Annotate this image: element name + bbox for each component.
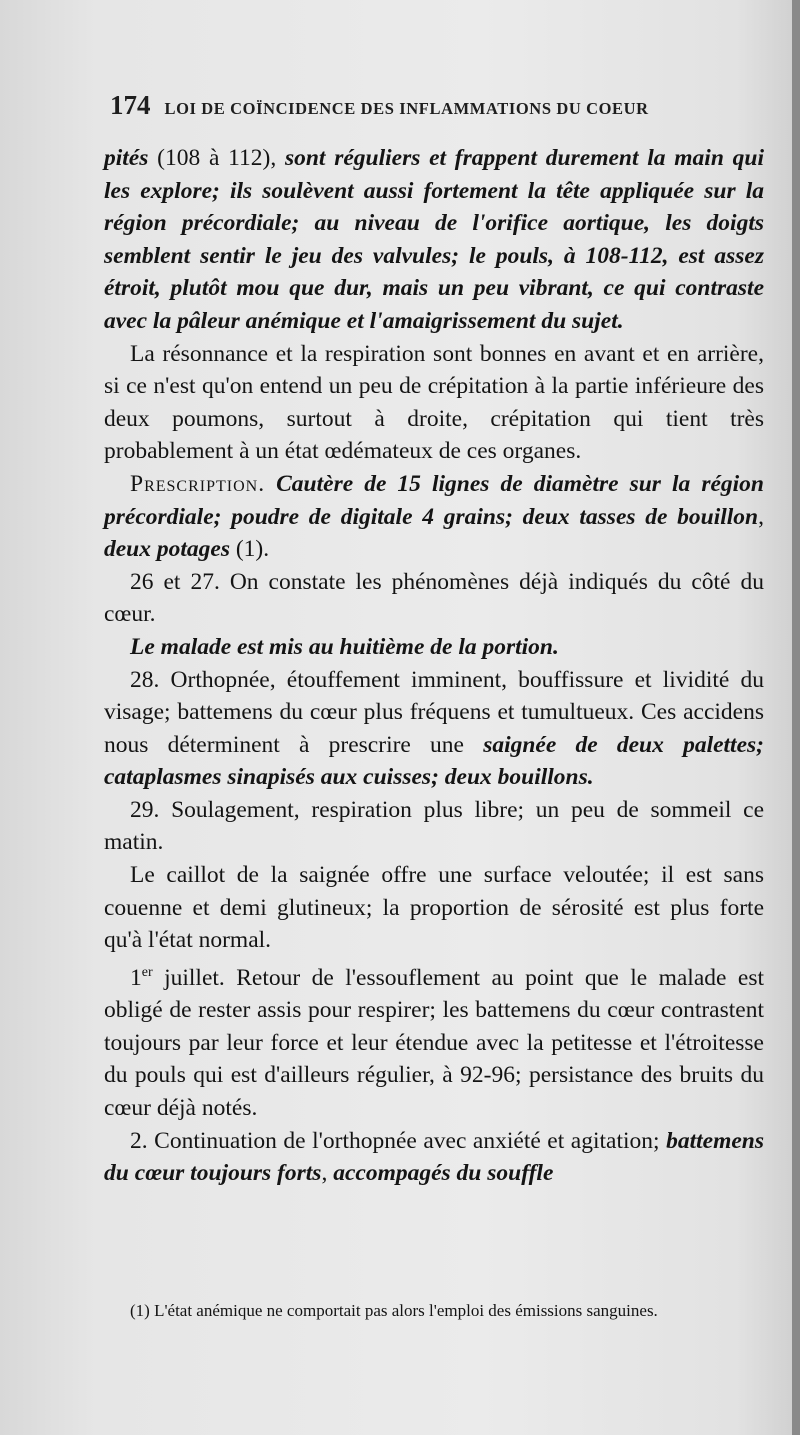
paragraph: La résonnance et la respiration sont bonnes en avant et en arrière, si ce n'est qu'on entend un peu de crépitation à la partie inférieure des deux poumons, surtout à droite, crépitation qui tient très probablement à un état œdémateux de ces organes.: [104, 340, 764, 465]
text-plain: (108 à 112),: [148, 145, 285, 171]
prescription-label: Prescription.: [130, 470, 266, 497]
text-italic: Cautère de 15 lignes de diamètre sur la région précordiale; poudre de digitale 4 grains; deux tasses de bouillon: [104, 470, 764, 530]
superscript: er: [141, 964, 153, 980]
text-italic: pités: [104, 145, 149, 171]
text-plain: juillet. Retour de l'essouflement au point que le malade est obligé de rester assis pour respirer; les battemens du cœur contrastent toujours par leur force et leur étendue avec la petitesse et l'étroitesse du pouls qui est d'ailleurs régulier, à 92-96; persistance des bruits du cœur déjà notés.: [104, 964, 764, 1122]
text-plain: ,: [321, 1160, 334, 1187]
footnotes: [104, 1298, 764, 1324]
paragraph: [104, 142, 764, 338]
paragraph: [104, 468, 764, 566]
body-text: [104, 142, 764, 1190]
text-italic: accompagés du souffle: [333, 1160, 554, 1187]
paragraph: Le caillot de la saignée offre une surface veloutée; il est sans couenne et demi glutineux; la proportion de sérosité est plus forte qu'à l'état normal.: [104, 862, 764, 954]
text-plain: 2. Continuation de l'orthopnée avec anxiété et agitation;: [130, 1127, 667, 1154]
running-header: [110, 90, 730, 121]
text-plain: 28. Orthopnée, étouffement imminent, bouffissure et lividité du visage; battemens du cœur plus fréquens et tumultueux. Ces accidens nous déterminent à prescrire une: [104, 666, 764, 758]
page-edge: [792, 0, 800, 1435]
text-italic: battemens du cœur toujours forts: [104, 1127, 764, 1187]
text-plain: ,: [758, 503, 764, 530]
paragraph: 26 et 27. On constate les phénomènes déjà indiqués du côté du cœur.: [104, 568, 764, 628]
text-plain: 1: [130, 964, 142, 991]
running-title: LOI DE COÏNCIDENCE DES INFLAMMATIONS DU COEUR: [164, 99, 649, 118]
text-italic: sont réguliers et frappent durement la main qui les explore; ils soulèvent aussi fortement la tête appliquée sur la région précordiale; au niveau de l'orifice aortique, les doigts semblent sentir le jeu des valvules; le pouls, à 108-112, est assez étroit, plutôt mou que dur, mais un peu vibrant, ce qui contraste avec la pâleur anémique et l'amaigrissement du sujet.: [104, 145, 764, 334]
page-number: 174: [110, 90, 151, 120]
footnote-ref: (1).: [229, 536, 270, 563]
paragraph: [104, 664, 764, 794]
text-italic: deux potages: [104, 536, 230, 563]
paragraph: [104, 1125, 764, 1190]
paragraph: 29. Soulagement, respiration plus libre; un peu de sommeil ce matin.: [104, 796, 764, 856]
paragraph: Le malade est mis au huitième de la portion.: [130, 633, 559, 660]
text-italic: saignée de deux palettes; cataplasmes sinapisés aux cuisses; deux bouillons.: [104, 731, 764, 791]
paragraph: [104, 957, 764, 1125]
footnote: (1) L'état anémique ne comportait pas alors l'emploi des émissions sanguines.: [130, 1301, 658, 1320]
